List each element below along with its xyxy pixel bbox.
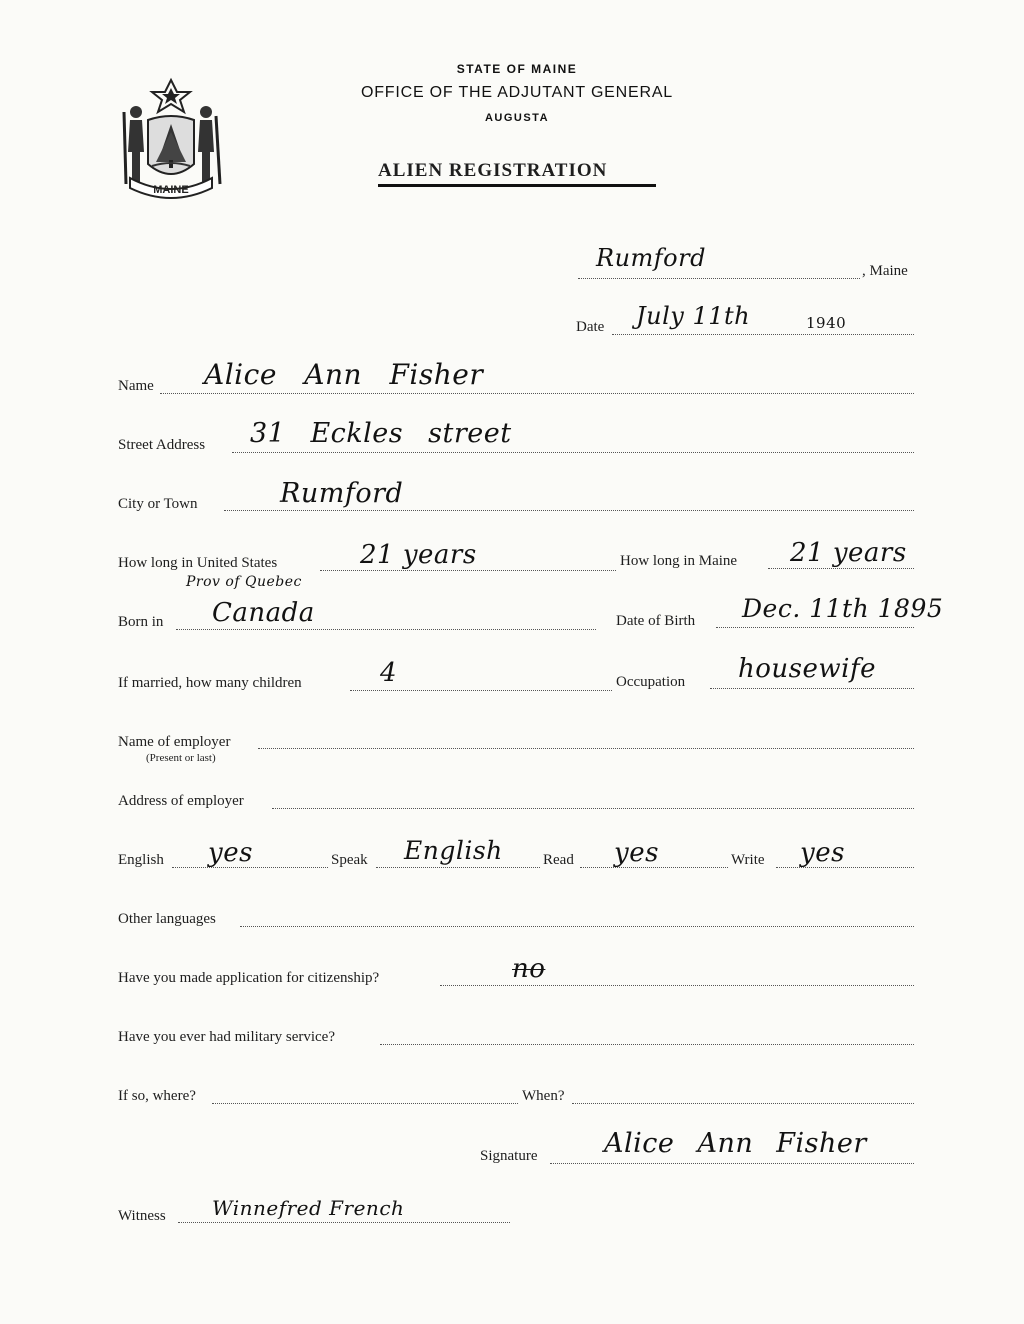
witness-label: Witness (118, 1208, 166, 1224)
state-heading: STATE OF MAINE (456, 62, 578, 76)
employer-label: Name of employer (118, 734, 231, 750)
city-label: City or Town (118, 496, 198, 512)
us-duration-line (320, 570, 616, 571)
employer-address-label: Address of employer (118, 793, 244, 809)
military-label: Have you ever had military service? (118, 1029, 335, 1045)
when-label: When? (522, 1088, 565, 1104)
name-line (160, 393, 914, 394)
city-value: Rumford (280, 478, 404, 509)
occupation-label: Occupation (616, 674, 686, 690)
born-in-line (176, 629, 596, 630)
write-label: Write (731, 852, 765, 868)
children-label: If married, how many children (118, 675, 302, 691)
speak-value: English (404, 836, 503, 865)
when-line (572, 1103, 914, 1104)
form-title: ALIEN REGISTRATION (378, 160, 656, 187)
date-value: July 11th (636, 302, 751, 330)
date-of-birth-label: Date of Birth (616, 613, 696, 629)
street-address-value: 31 Eckles street (250, 418, 512, 449)
write-value: yes (800, 838, 845, 868)
date-label: Date (576, 319, 605, 335)
town-line (578, 278, 860, 279)
occupation-line (710, 688, 914, 689)
maine-suffix: , Maine (862, 263, 908, 279)
svg-text:MAINE: MAINE (153, 184, 189, 196)
signature-value: Alice Ann Fisher (604, 1128, 867, 1159)
citizenship-value: no (512, 954, 546, 984)
employer-line (258, 748, 914, 749)
signature-line (550, 1163, 914, 1164)
date-of-birth-line (716, 627, 914, 628)
speak-line (376, 867, 540, 868)
date-year: 1940 (806, 314, 847, 332)
street-address-line (232, 452, 914, 453)
witness-value: Winnefred French (212, 1196, 405, 1220)
citizenship-label: Have you made application for citizenship? (118, 970, 380, 986)
maine-duration-value: 21 years (790, 538, 907, 568)
born-province-note: Prov of Quebec (186, 574, 302, 590)
born-in-label: Born in (118, 614, 164, 630)
read-value: yes (614, 838, 659, 868)
born-in-value: Canada (212, 598, 315, 628)
us-duration-value: 21 years (360, 540, 477, 570)
children-line (350, 690, 612, 691)
city-heading: AUGUSTA (484, 112, 550, 124)
other-languages-label: Other languages (118, 911, 216, 927)
street-address-label: Street Address (118, 437, 206, 453)
where-line (212, 1103, 518, 1104)
date-line (612, 334, 914, 335)
read-label: Read (543, 852, 574, 868)
speak-label: Speak (331, 852, 368, 868)
town-value: Rumford (596, 244, 706, 272)
date-of-birth-value: Dec. 11th 1895 (742, 594, 944, 623)
military-line (380, 1044, 914, 1045)
employer-address-line (272, 808, 914, 809)
name-label: Name (118, 378, 154, 394)
where-label: If so, where? (118, 1088, 196, 1104)
other-languages-line (240, 926, 914, 927)
name-value: Alice Ann Fisher (204, 358, 484, 391)
citizenship-line (440, 985, 914, 986)
maine-duration-line (768, 568, 914, 569)
state-seal-icon (116, 72, 226, 202)
us-duration-label: How long in United States (118, 555, 278, 571)
city-line (224, 510, 914, 511)
office-heading: OFFICE OF THE ADJUTANT GENERAL (360, 84, 674, 101)
english-label: English (118, 852, 164, 868)
employer-sublabel: (Present or last) (146, 752, 216, 764)
maine-duration-label: How long in Maine (620, 553, 738, 569)
english-value: yes (208, 838, 253, 868)
occupation-value: housewife (738, 654, 876, 684)
witness-line (178, 1222, 510, 1223)
write-line (776, 867, 914, 868)
children-value: 4 (380, 658, 398, 688)
signature-label: Signature (480, 1148, 538, 1164)
